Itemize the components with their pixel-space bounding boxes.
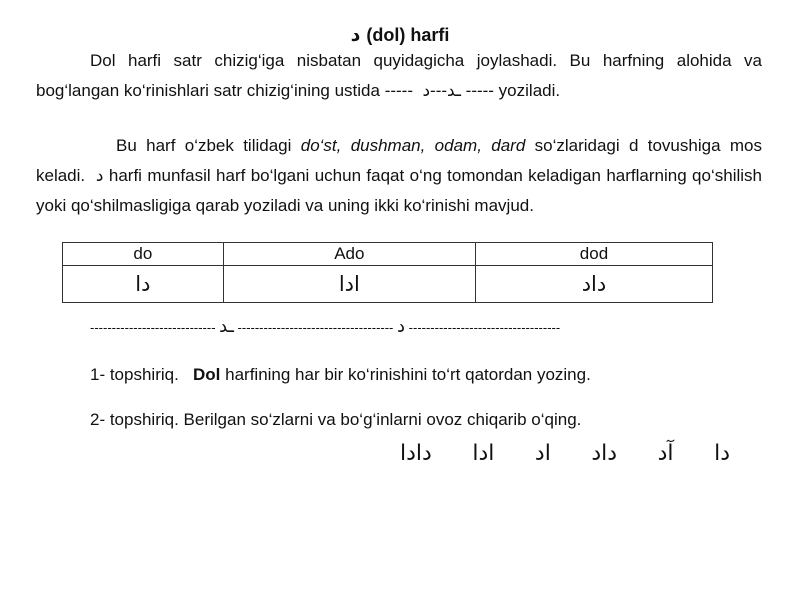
page-title (0, 24, 800, 46)
form-separator: --- (430, 81, 448, 100)
letter-form-isolated: د (422, 81, 431, 101)
task-1-prefix: 1- topshiriq. (90, 365, 179, 384)
intro-text: Dol harfi satr chizig‘iga nisbatan quyidagicha joylashadi. Bu harfning alohida va bog‘langan ko‘rinishlari satr chizig‘ining ustida ----- (36, 51, 762, 100)
word-table (62, 242, 713, 303)
task-1-bold: Dol (193, 365, 221, 384)
intro-paragraph (36, 46, 762, 106)
table-cell-arabic: ادا (223, 266, 475, 303)
table-row-latin (63, 243, 713, 266)
task-1-text: harfining har bir ko‘rinishini to‘rt qatordan yozing. (225, 365, 591, 384)
practice-dashes: ------------------------------------ (237, 320, 394, 335)
title-text: (dol) harfi (366, 25, 450, 45)
explanation-letter: د (95, 166, 104, 186)
table-cell-arabic: داد (475, 266, 712, 303)
reading-word: ادا (472, 440, 495, 466)
title-letter: د (350, 24, 361, 46)
task-2-text: 2- topshiriq. Berilgan so‘zlarni va bo‘g‘inlarni ovoz chiqarib o‘qing. (90, 410, 582, 429)
reading-word: داد (591, 440, 618, 466)
table-cell-latin: dod (475, 243, 712, 266)
practice-line (90, 316, 710, 337)
example-words: do‘st, dushman, odam, dard (300, 136, 526, 155)
task-1 (90, 365, 591, 385)
practice-form-connected: ـد (219, 316, 234, 337)
reading-words (400, 435, 730, 471)
explanation-text-1: Bu harf o‘zbek tilidagi (116, 136, 292, 155)
table-row-arabic (63, 266, 713, 303)
table-cell-latin: do (63, 243, 224, 266)
reading-word: اد (534, 440, 551, 466)
letter-form-connected: ـد (447, 81, 461, 101)
table-cell-latin: Ado (223, 243, 475, 266)
intro-text-end: ----- yoziladi. (465, 81, 561, 100)
explanation-paragraph (36, 131, 762, 221)
practice-dashes: ----------------------------- (90, 320, 216, 335)
task-2 (90, 410, 581, 430)
reading-word: آد (657, 440, 674, 466)
explanation-text-3: harfi munfasil harf bo‘lgani uchun faqat o‘ng tomondan keladigan harflarning qo‘shilish yoki qo‘shilmasligiga qarab yoziladi va uning ikki ko‘rinishi mavjud. (36, 166, 762, 215)
reading-word: دا (714, 440, 730, 466)
practice-dashes: ----------------------------------- (408, 320, 561, 335)
reading-word: دادا (400, 440, 432, 466)
table-cell-arabic: دا (63, 266, 224, 303)
practice-form-isolated: د (397, 316, 406, 337)
explanation-text-2: so‘zlaridagi d tovushiga mos keladi. (36, 136, 762, 185)
